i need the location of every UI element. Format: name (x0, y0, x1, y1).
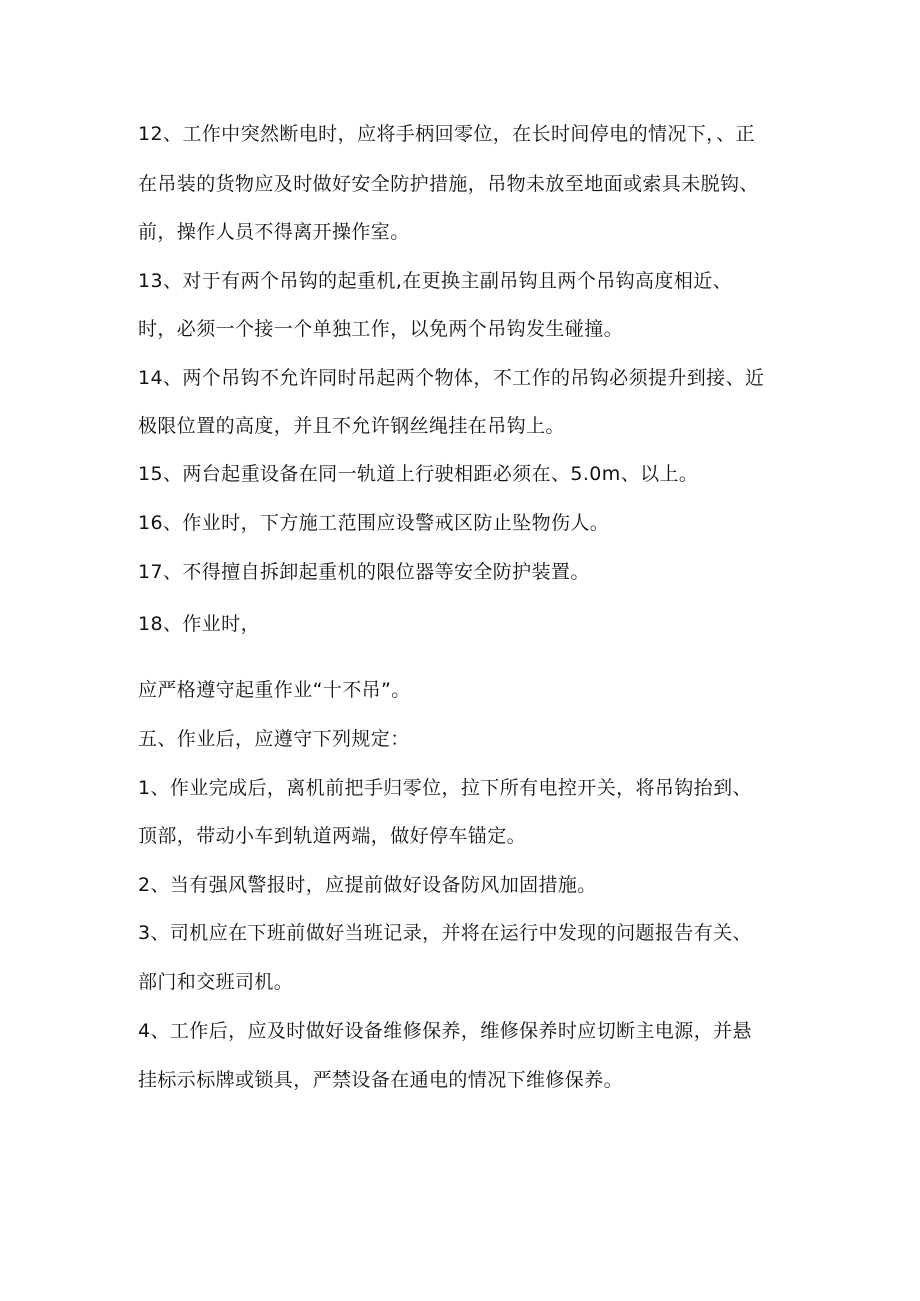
text-line: 1、作业完成后，离机前把手归零位，拉下所有电控开关，将吊钩抬到、 (138, 777, 752, 799)
text-line: 16、作业时，下方施工范围应设警戒区防止坠物伤人。 (138, 512, 610, 534)
text-line: 极限位置的高度，并且不允许钢丝绳挂在吊钩上。 (138, 415, 565, 437)
text-line: 13、对于有两个吊钩的起重机,在更换主副吊钩且两个吊钩高度相近、 (138, 270, 733, 292)
text-line: 18、作业时， (138, 613, 260, 635)
text-line: 12、工作中突然断电时，应将手柄回零位，在长时间停电的情况下，、正 (138, 123, 755, 145)
text-line: 3、司机应在下班前做好当班记录，并将在运行中发现的问题报告有关、 (138, 922, 752, 944)
text-line: 在吊装的货物应及时做好安全防护措施，吊物未放至地面或索具未脱钩、 (138, 173, 759, 195)
text-line: 应严格遵守起重作业“十不吊”。 (138, 679, 411, 701)
text-line: 17、不得擅自拆卸起重机的限位器等安全防护装置。 (138, 561, 590, 583)
text-line: 顶部，带动小车到轨道两端，做好停车锚定。 (138, 825, 527, 847)
text-line: 2、当有强风警报时，应提前做好设备防风加固措施。 (138, 874, 597, 896)
text-line: 14、两个吊钩不允许同时吊起两个物体，不工作的吊钩必须提升到接、近 (138, 367, 765, 389)
text-line: 15、两台起重设备在同一轨道上行驶相距必须在、5.0m、以上。 (138, 463, 699, 485)
text-line: 挂标示标牌或锁具，严禁设备在通电的情况下维修保养。 (138, 1069, 624, 1091)
text-line: 4、工作后，应及时做好设备维修保养，维修保养时应切断主电源，并悬 (138, 1020, 752, 1042)
text-line: 前，操作人员不得离开操作室。 (138, 221, 410, 243)
text-line: 时，必须一个接一个单独工作，以免两个吊钩发生碰撞。 (138, 318, 624, 340)
text-line: 部门和交班司机。 (138, 971, 294, 993)
section-heading: 五、作业后，应遵守下列规定： (138, 728, 410, 750)
